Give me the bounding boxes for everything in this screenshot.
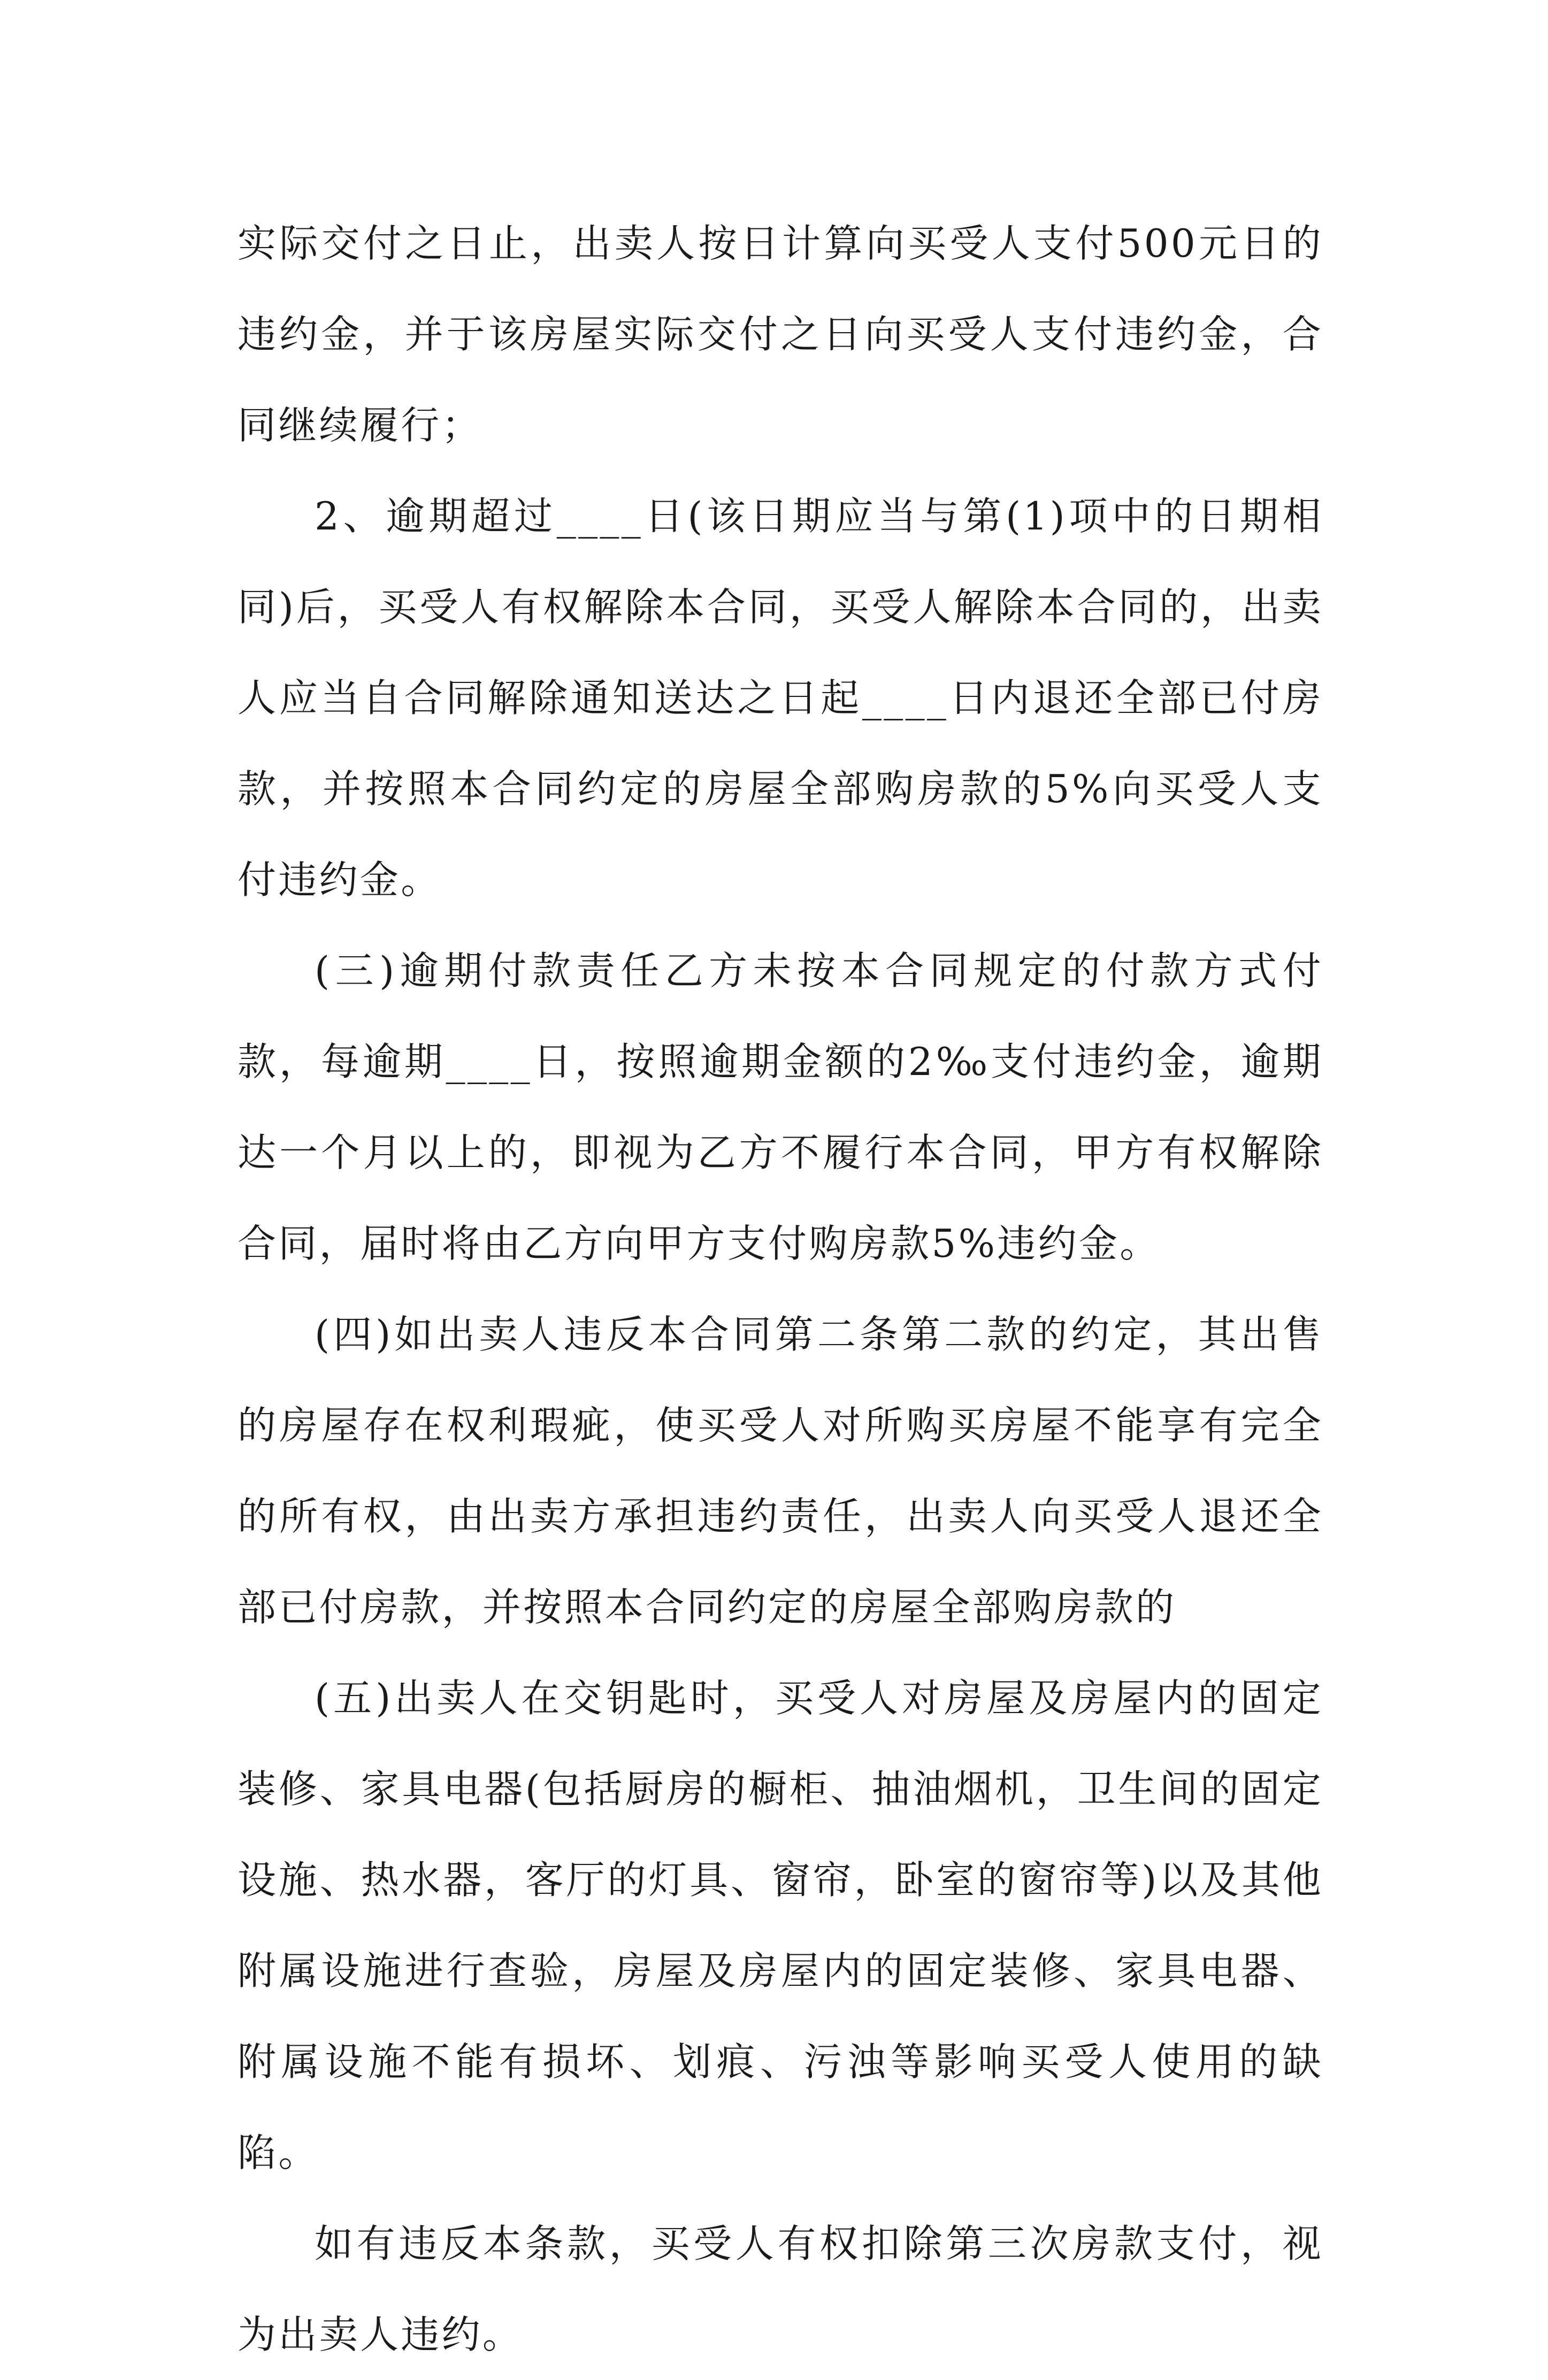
- contract-text-body: [237, 198, 1323, 2380]
- paragraph-key-handover-inspection: (五)出卖人在交钥匙时，买受人对房屋及房屋内的固定装修、家具电器(包括厨房的橱柜、抽油烟机，卫生间的固定设施、热水器，客厅的灯具、窗帘，卧室的窗帘等)以及其他附属设施进行查验，房屋及房屋内的固定装修、家具电器、附属设施不能有损坏、划痕、污浊等影响买受人使用的缺陷。: [237, 1676, 1323, 2175]
- paragraph-delivery-penalty: 实际交付之日止，出卖人按日计算向买受人支付500元日的违约金，并于该房屋实际交付之日向买受人支付违约金，合同继续履行；: [237, 221, 1323, 448]
- paragraph-overdue-termination: 2、逾期超过____日(该日期应当与第(1)项中的日期相同)后，买受人有权解除本合同，买受人解除本合同的，出卖人应当自合同解除通知送达之日起____日内退还全部已付房款，并按照本合同约定的房屋全部购房款的5%向买受人支付违约金。: [237, 494, 1323, 902]
- paragraph-breach-clause: 如有违反本条款，买受人有权扣除第三次房款支付，视为出卖人违约。: [237, 2221, 1323, 2357]
- paragraph-late-payment-liability: (三)逾期付款责任乙方未按本合同规定的付款方式付款，每逾期____日，按照逾期金额的2‰支付违约金，逾期达一个月以上的，即视为乙方不履行本合同，甲方有权解除合同，届时将由乙方向甲方支付购房款5%违约金。: [237, 948, 1323, 1266]
- paragraph-title-defect: (四)如出卖人违反本合同第二条第二款的约定，其出售的房屋存在权利瑕疵，使买受人对所购买房屋不能享有完全的所有权，由出卖方承担违约责任，出卖人向买受人退还全部已付房款，并按照本合同约定的房屋全部购房款的: [237, 1312, 1323, 1630]
